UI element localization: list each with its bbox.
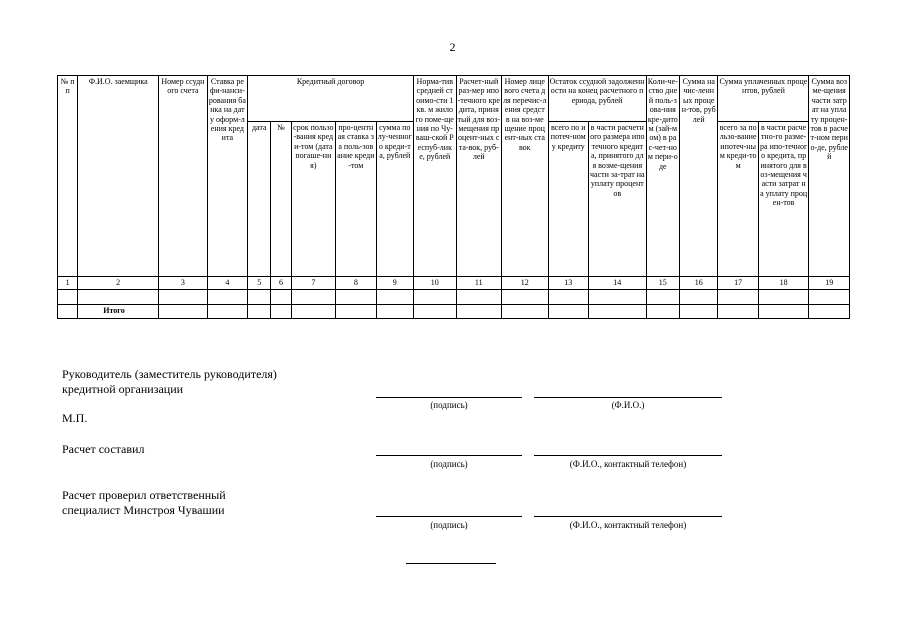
header-loan-account: Номер ссудного счета <box>159 76 208 277</box>
table-cell <box>679 290 717 305</box>
table-cell <box>78 290 159 305</box>
table-cell <box>588 305 646 319</box>
table-cell <box>456 290 502 305</box>
column-number: 10 <box>414 277 456 290</box>
table-cell <box>548 290 588 305</box>
table-cell <box>336 305 376 319</box>
header-credit-contract: Кредитный договор <box>248 76 414 122</box>
data-row-empty <box>58 290 850 305</box>
table-cell <box>502 290 549 305</box>
table-cell <box>548 305 588 319</box>
column-number: 4 <box>207 277 247 290</box>
page-number: 2 <box>449 40 456 54</box>
column-number: 13 <box>548 277 588 290</box>
header-paid-part: в части расчетно-го разме-ра ипо-течного кредита, принятого для воз-мещения части затрат на уплату процен-тов <box>758 122 809 277</box>
column-number: 7 <box>291 277 336 290</box>
table-cell <box>758 305 809 319</box>
header-fio: Ф.И.О. заемщика <box>78 76 159 277</box>
header-paid-total: всего за пользо-вание ипотеч-ным креди-том <box>718 122 758 277</box>
table-cell <box>248 305 271 319</box>
checked-name-line <box>534 516 722 517</box>
column-number-row <box>58 277 850 290</box>
table-cell <box>456 305 502 319</box>
header-norm-cost: Норма-тив средней стоимо-сти 1 кв. м жилого поме-щения по Чу-ваш-ской Респуб-лике, рублей <box>414 76 456 277</box>
header-num: № пп <box>58 76 78 277</box>
table-cell <box>718 290 758 305</box>
column-number: 5 <box>248 277 271 290</box>
header-balance-part: в части расчетного размера ипотечного кредита, принятого для возме-щения части за-трат на уплату процентов <box>588 122 646 277</box>
checked-name-caption: (Ф.И.О., контактный телефон) <box>569 520 687 530</box>
prepared-signature-caption: (подпись) <box>430 459 468 469</box>
column-number: 17 <box>718 277 758 290</box>
prepared-signature-line <box>376 455 522 456</box>
column-number: 15 <box>646 277 679 290</box>
table-cell <box>502 305 549 319</box>
table-cell <box>58 290 78 305</box>
table-cell <box>646 290 679 305</box>
table-cell <box>414 290 456 305</box>
header-contract-no: № <box>271 122 291 277</box>
column-number: 14 <box>588 277 646 290</box>
column-number: 9 <box>376 277 413 290</box>
column-number: 11 <box>456 277 502 290</box>
table-cell <box>291 305 336 319</box>
column-number: 8 <box>336 277 376 290</box>
column-number: 6 <box>271 277 291 290</box>
column-number: 2 <box>78 277 159 290</box>
table-cell <box>336 290 376 305</box>
head-name-caption: (Ф.И.О.) <box>611 400 645 410</box>
header-rate: про-центная ставка за поль-зование креди-том <box>336 122 376 277</box>
column-number: 16 <box>679 277 717 290</box>
table-cell <box>271 305 291 319</box>
head-signature-caption: (подпись) <box>430 400 468 410</box>
header-balance-total: всего по ипотеч-ному кредиту <box>548 122 588 277</box>
column-number: 12 <box>502 277 549 290</box>
checked-signature-line <box>376 516 522 517</box>
header-row-1 <box>58 76 850 122</box>
header-date: дата <box>248 122 271 277</box>
table-cell <box>207 305 247 319</box>
checked-by-title: Расчет проверил ответственный специалист Минстроя Чувашии <box>62 488 226 517</box>
stamp-placeholder: М.П. <box>62 411 88 425</box>
calculation-table <box>57 75 850 319</box>
document-end-line <box>406 563 496 564</box>
table-cell <box>718 305 758 319</box>
head-signatory-title: Руководитель (заместитель руководителя) кредитной организации <box>62 367 277 396</box>
table-cell <box>646 305 679 319</box>
table-cell <box>414 305 456 319</box>
header-accrued: Сумма начис-ленных процен-тов, рублей <box>679 76 717 277</box>
table-cell <box>679 305 717 319</box>
header-refi-rate: Ставка рефи-нанси-рования банка на дату оформ-ления кредита <box>207 76 247 277</box>
table-cell <box>159 305 208 319</box>
head-signature-line <box>376 397 522 398</box>
header-sum-received: сумма полу-ченного креди-та, рублей <box>376 122 413 277</box>
column-number: 18 <box>758 277 809 290</box>
table-cell <box>809 305 850 319</box>
table-cell <box>58 305 78 319</box>
header-personal-account: Номер лицевого счета для перечис-ления средств на воз-мещение процент-ных ставок <box>502 76 549 277</box>
table-cell <box>271 290 291 305</box>
header-term: срок пользо-вания креди-том (дата погаше-ния) <box>291 122 336 277</box>
table-cell <box>159 290 208 305</box>
header-paid: Сумма уплаченных процентов, рублей <box>718 76 809 122</box>
header-days: Коли-че-ство дней поль-зова-ния кре-дитом (зай-мом) в рас-чет-ном пери-оде <box>646 76 679 277</box>
prepared-name-caption: (Ф.И.О., контактный телефон) <box>569 459 687 469</box>
header-reimbursement: Сумма возме-щения части затрат на уплату процен-тов в расчет-ном перио-де, рублей <box>809 76 850 277</box>
header-balance: Остаток ссудной задолженности на конец расчетного периода, рублей <box>548 76 646 122</box>
total-row <box>58 305 850 319</box>
head-name-line <box>534 397 722 398</box>
table-cell <box>588 290 646 305</box>
column-number: 19 <box>809 277 850 290</box>
table-cell <box>758 290 809 305</box>
prepared-by-title: Расчет составил <box>62 442 145 456</box>
table-cell <box>207 290 247 305</box>
header-calc-size: Расчет-ный раз-мер ипо-течного кредита, принятый для воз-мещения процент-ных ста-вок, руб-лей <box>456 76 502 277</box>
checked-signature-caption: (подпись) <box>430 520 468 530</box>
table-cell <box>376 290 413 305</box>
table-cell <box>376 305 413 319</box>
prepared-name-line <box>534 455 722 456</box>
table-cell <box>248 290 271 305</box>
column-number: 3 <box>159 277 208 290</box>
total-label: Итого <box>78 305 159 319</box>
table-cell <box>809 290 850 305</box>
table-cell <box>291 290 336 305</box>
column-number: 1 <box>58 277 78 290</box>
